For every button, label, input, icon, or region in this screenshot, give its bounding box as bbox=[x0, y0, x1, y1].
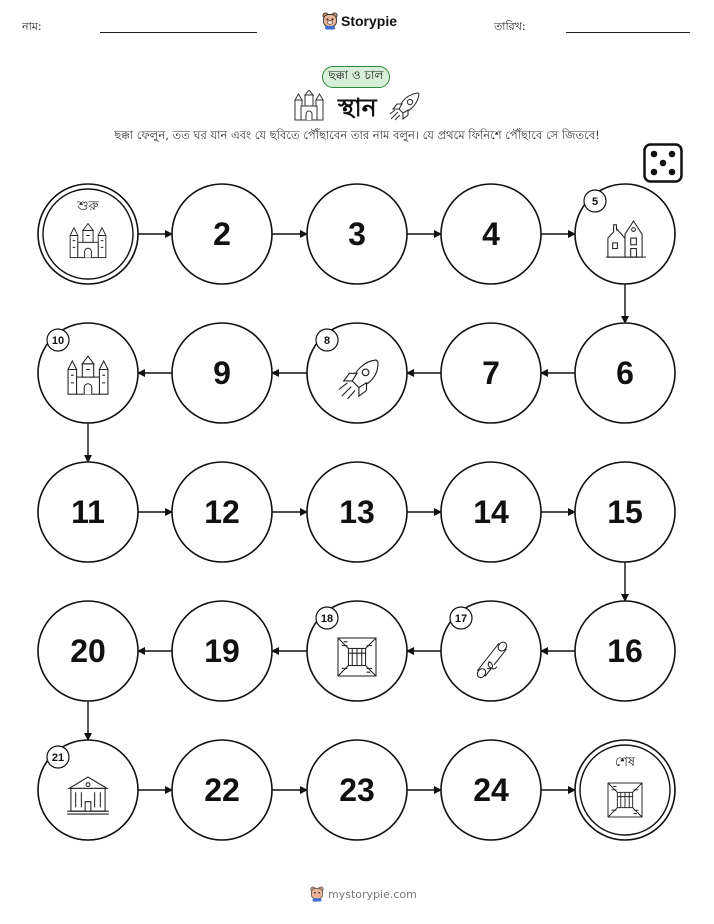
cell-number: 16 bbox=[607, 633, 643, 669]
board-cell-2 bbox=[172, 184, 272, 284]
board-cell-18 bbox=[307, 601, 407, 701]
board-cell-5 bbox=[575, 184, 675, 284]
board-cell-11 bbox=[38, 462, 138, 562]
name-label: নাম: bbox=[22, 20, 42, 33]
board-cell-23 bbox=[307, 740, 407, 840]
start-label: শুরু bbox=[77, 199, 99, 214]
footer bbox=[310, 886, 417, 902]
board-cell-6 bbox=[575, 323, 675, 423]
board-cell-25 bbox=[575, 740, 675, 840]
board-cell-16 bbox=[575, 601, 675, 701]
cell-badge-number: 8 bbox=[323, 335, 331, 347]
game-type-pill: ছক্কা ও চাল bbox=[322, 66, 390, 88]
footer-site: mystorypie.com bbox=[328, 887, 417, 901]
cell-number: 24 bbox=[473, 772, 509, 808]
instructions-text: ছক্কা ফেলুন, তত ঘর যান এবং যে ছবিতে পৌঁছাবেন তার নাম বলুন। যে প্রথমে ফিনিশে পৌঁছাবে সে জিতবে! bbox=[114, 128, 600, 142]
cell-number: 11 bbox=[71, 494, 105, 530]
cell-badge-number: 5 bbox=[591, 196, 599, 208]
board-cell-15 bbox=[575, 462, 675, 562]
cell-number: 19 bbox=[204, 633, 240, 669]
cell-badge-number: 21 bbox=[51, 752, 65, 764]
board-cell-17 bbox=[441, 601, 541, 701]
board-cell-14 bbox=[441, 462, 541, 562]
board-cell-8 bbox=[307, 323, 407, 423]
page-title: স্থান bbox=[338, 93, 377, 122]
cell-badge-number: 18 bbox=[320, 613, 334, 625]
finish-label: শেষ bbox=[614, 755, 636, 770]
cell-number: 4 bbox=[482, 216, 500, 252]
cell-number: 12 bbox=[204, 494, 240, 530]
board-cell-13 bbox=[307, 462, 407, 562]
board-cell-4 bbox=[441, 184, 541, 284]
board-cell-20 bbox=[38, 601, 138, 701]
cell-badge-number: 17 bbox=[454, 613, 468, 625]
storypie-bear-icon bbox=[310, 886, 324, 902]
board-cell-22 bbox=[172, 740, 272, 840]
cell-number: 20 bbox=[70, 633, 106, 669]
board-cell-7 bbox=[441, 323, 541, 423]
cell-number: 9 bbox=[213, 355, 231, 391]
cell-number: 6 bbox=[616, 355, 634, 391]
cell-number: 22 bbox=[204, 772, 240, 808]
board-cell-12 bbox=[172, 462, 272, 562]
board-cell-10 bbox=[38, 323, 138, 423]
cell-number: 2 bbox=[213, 216, 231, 252]
board-cell-21 bbox=[38, 740, 138, 840]
brand-name: Storypie bbox=[341, 13, 398, 29]
board-cell-9 bbox=[172, 323, 272, 423]
board-cell-1 bbox=[38, 184, 138, 284]
cell-number: 23 bbox=[339, 772, 375, 808]
board-cell-24 bbox=[441, 740, 541, 840]
board-cells bbox=[38, 184, 675, 840]
cell-number: 3 bbox=[348, 216, 366, 252]
cell-number: 14 bbox=[473, 494, 509, 530]
dungeon-icon bbox=[608, 783, 642, 817]
board-cell-3 bbox=[307, 184, 407, 284]
cell-badge-number: 10 bbox=[51, 335, 65, 347]
date-label: তারিখ: bbox=[494, 20, 526, 33]
board-cell-19 bbox=[172, 601, 272, 701]
dungeon-icon bbox=[338, 638, 376, 676]
cell-number: 7 bbox=[482, 355, 500, 391]
cell-number: 15 bbox=[607, 494, 643, 530]
cell-number: 13 bbox=[339, 494, 375, 530]
